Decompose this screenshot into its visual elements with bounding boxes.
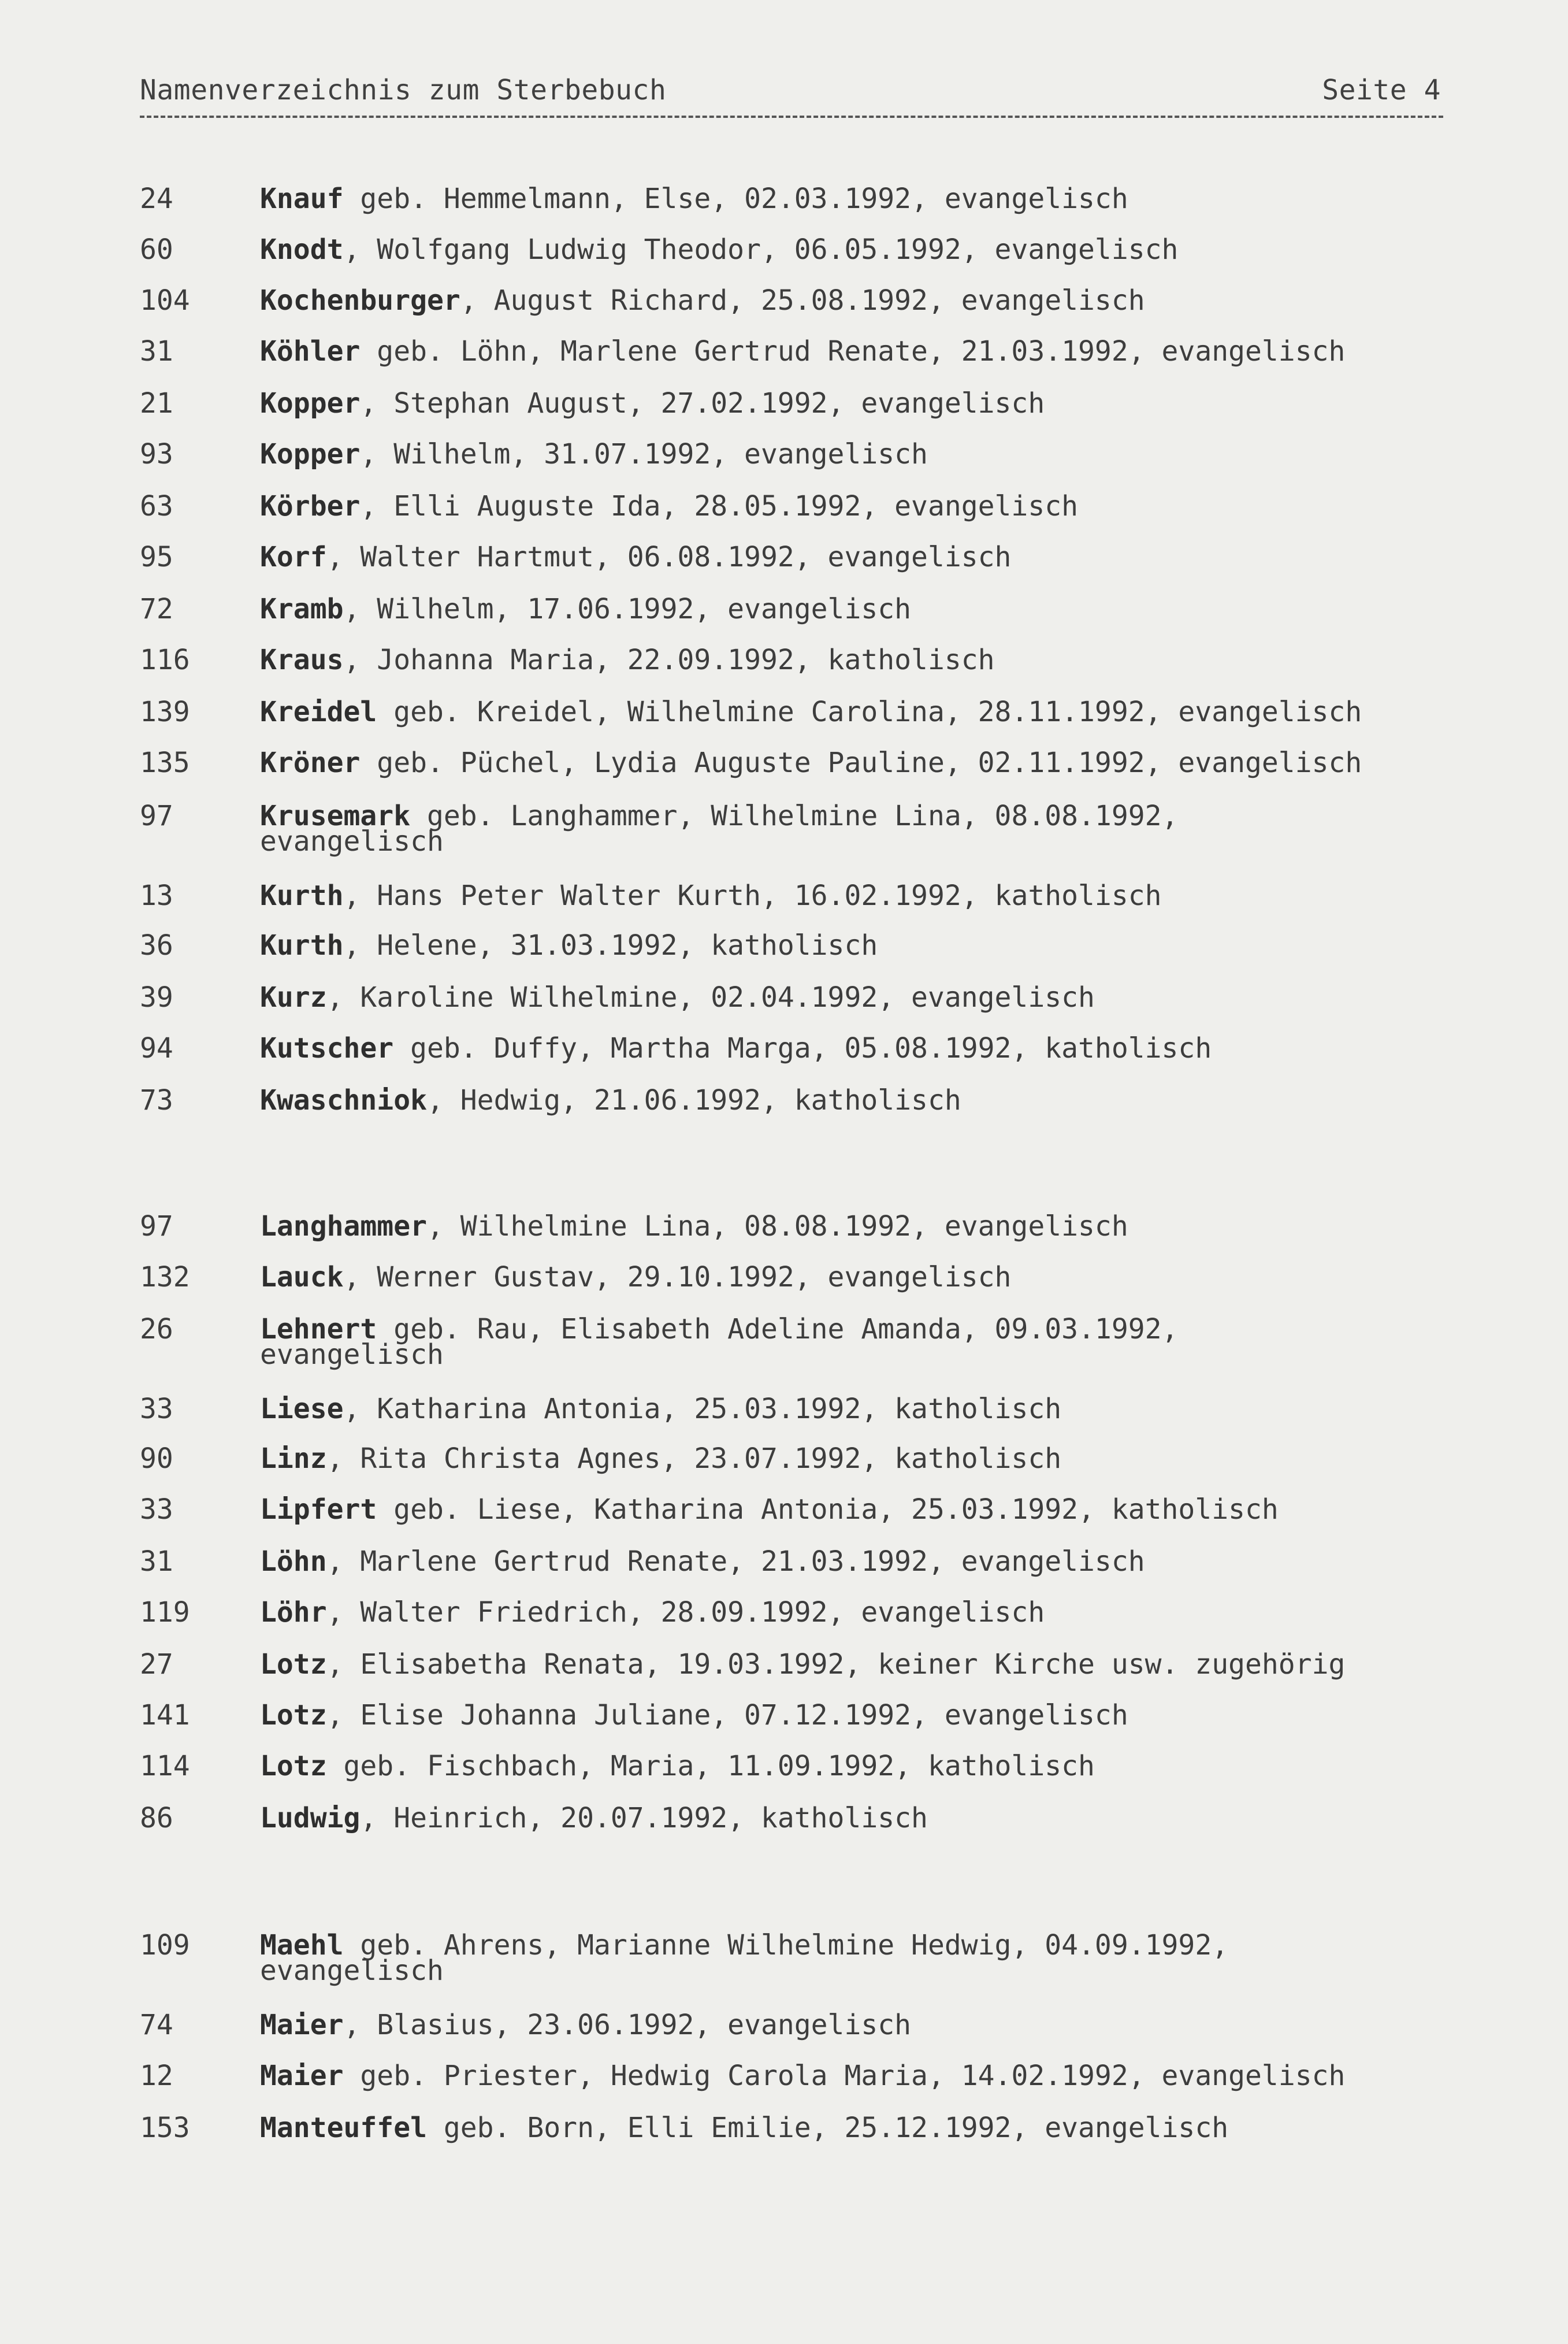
entry-surname: Kurth (260, 929, 344, 962)
entry-number: 39 (140, 981, 173, 1014)
entry-details: geb. Hemmelmann, Else, 02.03.1992, evangelisch (343, 183, 1128, 215)
entry-number: 86 (140, 1802, 173, 1834)
entry-surname: Kramb (260, 593, 344, 625)
entry-number: 119 (140, 1596, 190, 1629)
entry-number: 73 (140, 1084, 173, 1117)
entry-number: 36 (140, 929, 173, 962)
entry-details: geb. Priester, Hedwig Carola Maria, 14.02.1992, evangelisch (343, 2060, 1346, 2092)
entry-number: 31 (140, 335, 173, 368)
page-number: Seite 4 (1322, 74, 1441, 106)
entry-number: 31 (140, 1545, 173, 1578)
entry-surname: Kopper (260, 438, 361, 470)
entry-surname: Kröner (260, 747, 361, 779)
entry-number: 109 (140, 1929, 190, 1961)
entry-number: 114 (140, 1750, 190, 1782)
entry-number: 141 (140, 1699, 190, 1731)
entry-details: , Hedwig, 21.06.1992, katholisch (426, 1084, 961, 1117)
entry-details: , Hans Peter Walter Kurth, 16.02.1992, katholisch (343, 880, 1162, 912)
entry-details: , Elisabetha Renata, 19.03.1992, keiner Kirche usw. zugehörig (326, 1648, 1346, 1681)
entry-number: 97 (140, 1210, 173, 1243)
entry-surname: Korf (260, 541, 327, 573)
entry-surname: Löhr (260, 1596, 327, 1629)
header-divider (140, 116, 1443, 118)
entry-details: geb. Kreidel, Wilhelmine Carolina, 28.11.1992, evangelisch (377, 696, 1362, 728)
entry-number: 72 (140, 593, 173, 625)
entry-details: , Wolfgang Ludwig Theodor, 06.05.1992, evangelisch (343, 233, 1179, 266)
entry-surname: Linz (260, 1442, 327, 1475)
entry-surname: Knauf (260, 183, 344, 215)
entry-surname: Löhn (260, 1545, 327, 1578)
entry-number: 153 (140, 2112, 190, 2144)
entry-surname: Lotz (260, 1750, 327, 1782)
entry-surname: Maier (260, 2060, 344, 2092)
entry-number: 116 (140, 644, 190, 676)
entry-details: , Elli Auguste Ida, 28.05.1992, evangelisch (360, 490, 1079, 522)
entry-details: geb. Püchel, Lydia Auguste Pauline, 02.11.1992, evangelisch (360, 747, 1362, 779)
entry-surname: Kurth (260, 880, 344, 912)
entry-details: , Walter Hartmut, 06.08.1992, evangelisch (326, 541, 1012, 573)
entry-number: 90 (140, 1442, 173, 1475)
entry-details: , Werner Gustav, 29.10.1992, evangelisch (343, 1261, 1012, 1293)
entry-details: , Blasius, 23.06.1992, evangelisch (343, 2009, 912, 2041)
entry-number: 135 (140, 747, 190, 779)
entry-number: 27 (140, 1648, 173, 1681)
entry-details: , Marlene Gertrud Renate, 21.03.1992, evangelisch (326, 1545, 1145, 1578)
entry-number: 132 (140, 1261, 190, 1293)
entry-surname: Kreidel (260, 696, 377, 728)
entry-details: , Rita Christa Agnes, 23.07.1992, katholisch (326, 1442, 1062, 1475)
entry-details: geb. Langhammer, Wilhelmine Lina, 08.08.1992, evangelisch (260, 800, 1179, 858)
entry-number: 21 (140, 387, 173, 420)
entry-surname: Kutscher (260, 1032, 394, 1065)
entry-number: 26 (140, 1313, 173, 1345)
entry-number: 63 (140, 490, 173, 522)
entry-surname: Lotz (260, 1699, 327, 1731)
entry-surname: Manteuffel (260, 2112, 427, 2144)
entry-surname: Maier (260, 2009, 344, 2041)
entry-surname: Kopper (260, 387, 361, 420)
entry-number: 33 (140, 1493, 173, 1526)
entry-surname: Lotz (260, 1648, 327, 1681)
entry-surname: Kraus (260, 644, 344, 676)
entry-number: 94 (140, 1032, 173, 1065)
entry-number: 93 (140, 438, 173, 470)
entry-surname: Ludwig (260, 1802, 361, 1834)
entry-details: geb. Born, Elli Emilie, 25.12.1992, evangelisch (426, 2112, 1229, 2144)
entry-surname: Maehl (260, 1929, 344, 1961)
entry-surname: Knodt (260, 233, 344, 266)
entry-number: 104 (140, 284, 190, 317)
entry-number: 24 (140, 183, 173, 215)
entry-number: 33 (140, 1393, 173, 1425)
entry-details: geb. Duffy, Martha Marga, 05.08.1992, katholisch (393, 1032, 1212, 1065)
entry-surname: Krusemark (260, 800, 411, 832)
entry-details: geb. Löhn, Marlene Gertrud Renate, 21.03.1992, evangelisch (360, 335, 1346, 368)
entry-surname: Liese (260, 1393, 344, 1425)
entry-details: , Johanna Maria, 22.09.1992, katholisch (343, 644, 995, 676)
entry-number: 95 (140, 541, 173, 573)
entry-surname: Lipfert (260, 1493, 377, 1526)
entry-details: geb. Rau, Elisabeth Adeline Amanda, 09.03.1992, evangelisch (260, 1313, 1179, 1371)
entry-surname: Köhler (260, 335, 361, 368)
entry-number: 139 (140, 696, 190, 728)
entry-details: , Wilhelm, 31.07.1992, evangelisch (360, 438, 928, 470)
entry-details: geb. Ahrens, Marianne Wilhelmine Hedwig, 04.09.1992, evangelisch (260, 1929, 1229, 1987)
entry-details: , Walter Friedrich, 28.09.1992, evangelisch (326, 1596, 1045, 1629)
entry-details: , Katharina Antonia, 25.03.1992, katholisch (343, 1393, 1062, 1425)
page-title: Namenverzeichnis zum Sterbebuch (140, 74, 667, 106)
entry-surname: Kurz (260, 981, 327, 1014)
entry-surname: Lauck (260, 1261, 344, 1293)
entry-number: 74 (140, 2009, 173, 2041)
entry-details: geb. Liese, Katharina Antonia, 25.03.1992, katholisch (377, 1493, 1279, 1526)
entry-number: 12 (140, 2060, 173, 2092)
entry-surname: Langhammer (260, 1210, 427, 1243)
entry-details: , Wilhelmine Lina, 08.08.1992, evangelisch (426, 1210, 1128, 1243)
entry-surname: Kwaschniok (260, 1084, 427, 1117)
entry-details: , Heinrich, 20.07.1992, katholisch (360, 1802, 928, 1834)
entry-number: 60 (140, 233, 173, 266)
entry-details: , Elise Johanna Juliane, 07.12.1992, evangelisch (326, 1699, 1128, 1731)
entry-surname: Lehnert (260, 1313, 377, 1345)
entry-details: , Karoline Wilhelmine, 02.04.1992, evangelisch (326, 981, 1095, 1014)
entry-details: , August Richard, 25.08.1992, evangelisch (460, 284, 1145, 317)
entry-details: , Helene, 31.03.1992, katholisch (343, 929, 878, 962)
entry-details: , Stephan August, 27.02.1992, evangelisch (360, 387, 1045, 420)
entry-details: geb. Fischbach, Maria, 11.09.1992, katholisch (326, 1750, 1095, 1782)
entry-details: , Wilhelm, 17.06.1992, evangelisch (343, 593, 912, 625)
entry-number: 13 (140, 880, 173, 912)
entry-surname: Körber (260, 490, 361, 522)
entry-number: 97 (140, 800, 173, 832)
entry-surname: Kochenburger (260, 284, 460, 317)
